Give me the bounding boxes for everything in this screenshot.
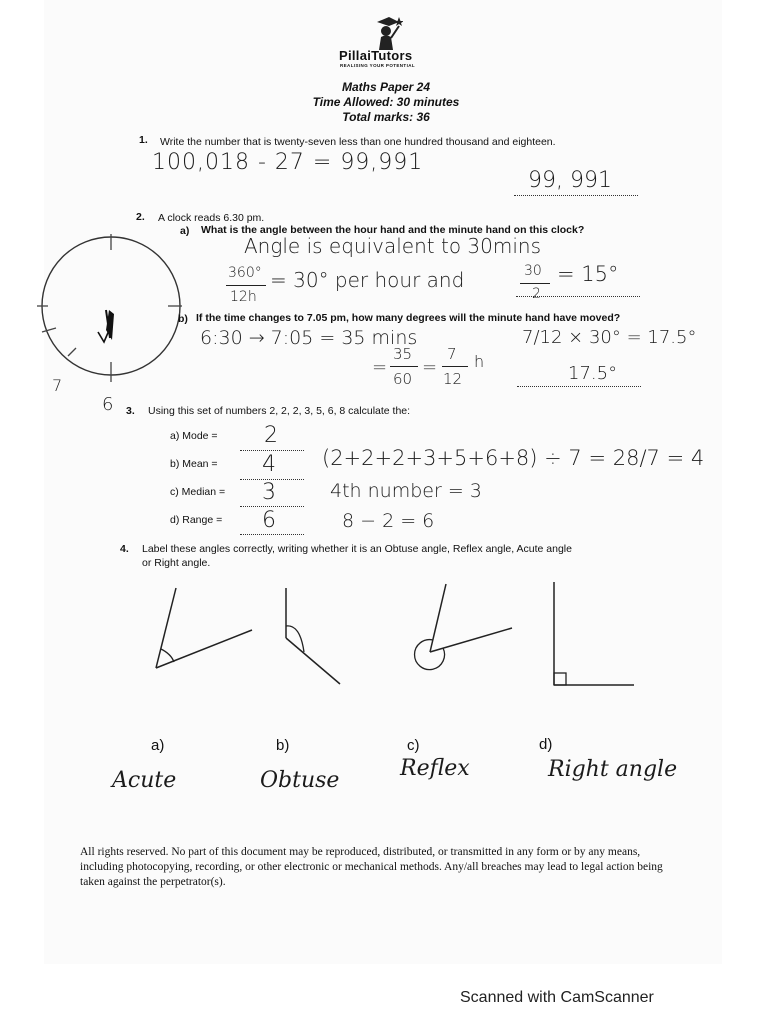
q4b-label: b) [276, 737, 290, 754]
q2b-frac2-den: 12 [443, 370, 463, 388]
q2b-text: If the time changes to 7.05 pm, how many degrees will the minute hand have moved? [196, 312, 621, 324]
q4-text-line2: or Right angle. [142, 557, 211, 569]
q2b-answer: 17.5° [568, 363, 618, 384]
q3a-answer-line [240, 450, 304, 451]
q3c-answer: 3 [262, 480, 276, 505]
clock-face [42, 237, 180, 375]
q2b-frac1-den: 60 [393, 370, 413, 388]
brand-tagline: REALISING YOUR POTENTIAL [340, 63, 416, 68]
q3a-label: a) Mode = [170, 430, 218, 442]
graduate-logo-icon [369, 12, 403, 50]
q2-number: 2. [136, 211, 145, 223]
q2b-equals: = [372, 357, 388, 378]
q2a-text: What is the angle between the hour hand and the minute hand on this clock? [201, 224, 585, 236]
q4-number: 4. [120, 543, 129, 555]
q3c-answer-line [240, 506, 304, 507]
q2a-frac2-bar [520, 283, 550, 284]
q2a-frac2-den: 2 [532, 286, 541, 302]
q2b-working-1: 6:30 → 7:05 = 35 mins [200, 327, 418, 349]
camscanner-watermark: Scanned with CamScanner [460, 989, 654, 1006]
q4c-label: c) [407, 737, 420, 754]
copyright-footer: All rights reserved. No part of this document may be reproduced, distributed, or transmitted in any form or by any means, including photocopying, recording, or other electronic or mechanical methods. Any/all breaches may lead to legal action being taken against the perpetrator(s). [80, 846, 663, 888]
q4-text-line1: Label these angles correctly, writing whether it is an Obtuse angle, Reflex angle, Acute angle [142, 543, 572, 555]
q2-text: A clock reads 6.30 pm. [158, 212, 265, 224]
paper-title: Maths Paper 24 [341, 80, 431, 94]
q4b-answer: Obtuse [260, 768, 340, 793]
q2b-frac2-num: 7 [447, 345, 457, 363]
q4c-answer: Reflex [400, 756, 470, 781]
q3-text: Using this set of numbers 2, 2, 2, 3, 5, 6, 8 calculate the: [148, 405, 411, 417]
q3b-answer: 4 [262, 452, 276, 477]
q2b-calculation: 7/12 × 30° = 17.5° [522, 327, 697, 348]
q1-answer-line [514, 195, 638, 196]
q2a-label: a) [180, 225, 190, 237]
q2a-answer-line [516, 296, 640, 297]
q3b-working: (2+2+2+3+5+6+8) ÷ 7 = 28/7 = 4 [322, 446, 705, 470]
q1-text: Write the number that is twenty-seven less than one hundred thousand and eighteen. [160, 136, 556, 148]
q2a-answer: = 15° [557, 262, 619, 286]
q2b-answer-line [517, 386, 641, 387]
q3d-answer-line [240, 534, 304, 535]
q4d-label: d) [539, 736, 553, 753]
q4a-label: a) [151, 737, 165, 754]
total-marks: Total marks: 36 [342, 110, 430, 124]
clock-label-6: 6 [102, 394, 114, 415]
q4d-answer: Right angle [548, 757, 678, 782]
clock-tick-8 [42, 328, 56, 332]
q3d-answer: 6 [262, 508, 276, 533]
reflex-angle-figure [415, 584, 512, 670]
q3-number: 3. [126, 405, 135, 417]
q2a-frac1-num: 360° [228, 265, 262, 281]
clock-label-7: 7 [52, 376, 63, 395]
q2a-working-2: = 30° per hour and [270, 268, 465, 292]
q1-number: 1. [139, 134, 148, 146]
q3b-label: b) Mean = [170, 458, 218, 470]
q3a-answer: 2 [264, 423, 278, 448]
brand-name: PillaiTutors [339, 48, 413, 63]
q2b-equals-2: = [422, 357, 438, 378]
q2b-unit: h [474, 352, 485, 371]
acute-angle-figure [156, 588, 252, 668]
q2b-frac2-bar [442, 366, 468, 367]
q2b-frac1-bar [390, 366, 418, 367]
q3d-working: 8 − 2 = 6 [342, 510, 435, 532]
clock-tick-7 [68, 348, 76, 356]
angles-diagram [140, 580, 660, 700]
q3c-working: 4th number = 3 [330, 480, 482, 502]
q2b-frac1-num: 35 [393, 345, 413, 363]
obtuse-angle-figure [286, 588, 340, 684]
q2a-frac1-den: 12h [230, 289, 257, 305]
q2a-frac2-num: 30 [524, 263, 542, 279]
q2a-frac1-bar [226, 285, 266, 286]
q1-answer: 99, 991 [528, 168, 612, 193]
q3c-label: c) Median = [170, 486, 226, 498]
time-allowed: Time Allowed: 30 minutes [312, 95, 460, 109]
q4a-answer: Acute [112, 768, 177, 793]
q1-working: 100,018 - 27 = 99,991 [152, 150, 424, 175]
q3d-label: d) Range = [170, 514, 223, 526]
q2a-working-1: Angle is equivalent to 30mins [244, 234, 541, 258]
right-angle-figure [554, 582, 634, 685]
q2b-label: b) [178, 313, 188, 325]
